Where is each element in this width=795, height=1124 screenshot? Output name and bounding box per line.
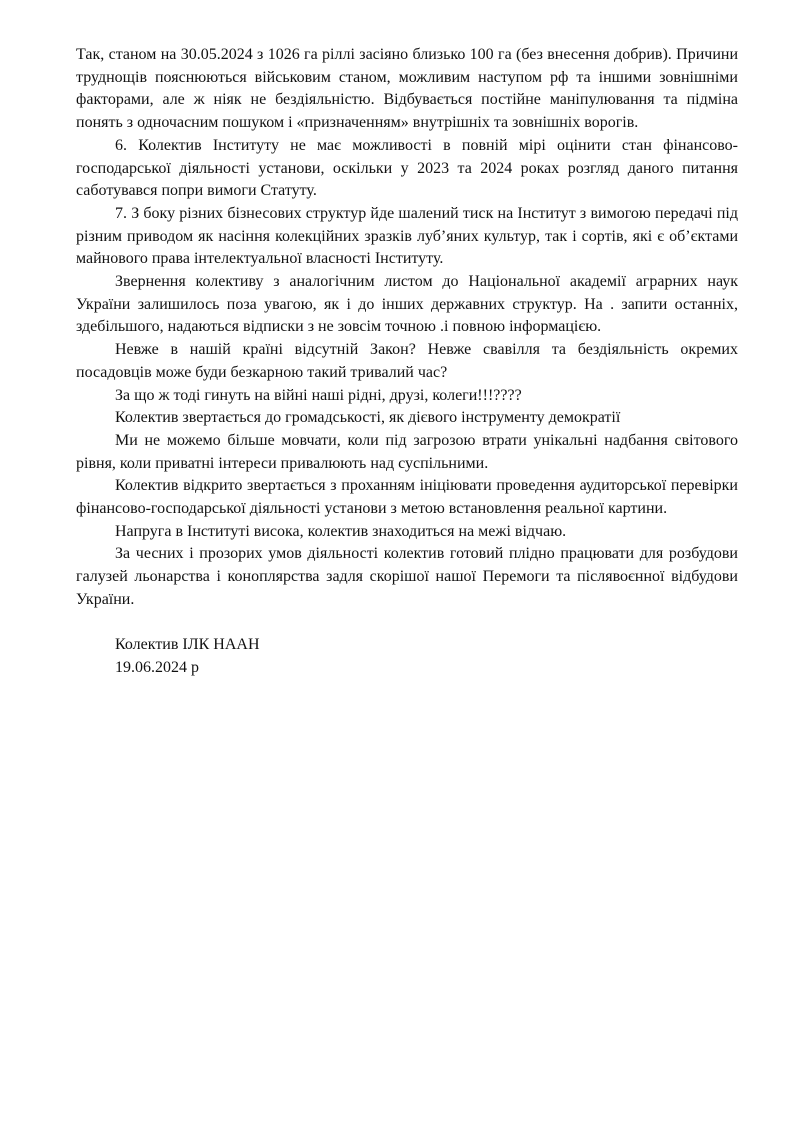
paragraph-appeal-naan: Звернення колективу з аналогічним листом до Національної академії аграрних наук України залишилось поза увагою, як і до інших державних структур. На . запити останніх, здебільшого, надаються відписки з не зовсім точною .і повною інформацією. (76, 273, 738, 336)
signature-date: 19.06.2024 р (115, 658, 199, 676)
signature-block (76, 634, 738, 679)
document-page (76, 44, 738, 680)
paragraph-cannot-stay-silent: Ми не можемо більше мовчати, коли під загрозою втрати унікальні надбання світового рівня, коли приватні інтереси привалюють над суспільними. (76, 431, 738, 472)
paragraph-ready-to-work: За чесних і прозорих умов діяльності колектив готовий плідно працювати для розбудови галузей льонарства і коноплярства задля скорішої нашої Перемоги та післявоєнної відбудови України. (76, 545, 738, 608)
paragraph-appeal-public: Колектив звертається до громадськості, як дієвого інструменту демократії (115, 409, 621, 427)
paragraph-item-7-business-pressure: 7. З боку різних бізнесових структур йде шалений тиск на Інститут з вимогою передачі під різним приводом як насіння колекційних зразків луб’яних культур, так і сортів, які є об’єктами майнового права інтелектуальної власності Інституту. (76, 204, 738, 268)
paragraph-item-6-financial-review: 6. Колектив Інституту не має можливості в повній мірі оцінити стан фінансово-господарської діяльності установи, оскільки у 2023 та 2024 роках розгляд даного питання саботувався попри вимоги Статуту. (76, 136, 738, 200)
signature-author: Колектив ІЛК НААН (115, 636, 260, 654)
paragraph-question-law: Невже в нашій країні відсутній Закон? Невже свавілля та бездіяльність окремих посадовців може буди безкарною такий тривалий час? (76, 341, 738, 381)
paragraph-crop-status: Так, станом на 30.05.2024 з 1026 га ріллі засіяно близько 100 га (без внесення добрив). Причини труднощів пояснюються військовим станом, можливим наступом рф та іншими зовнішніми факторами, але ж ніяк не бездіяльністю. Відбувається постійне маніпулювання та підміна понять з одночасним пошуком і «призначенням» внутрішніх та зовнішніх ворогів. (76, 46, 738, 132)
paragraph-question-war: За що ж тоді гинуть на війні наші рідні, друзі, колеги!!!???? (115, 386, 522, 404)
paragraph-audit-request: Колектив відкрито звертається з проханням ініціювати проведення аудиторської перевірки фінансово-господарської діяльності установи з метою встановлення реальної картини. (76, 477, 738, 518)
paragraph-tension: Напруга в Інституті висока, колектив знаходиться на межі відчаю. (115, 522, 567, 540)
